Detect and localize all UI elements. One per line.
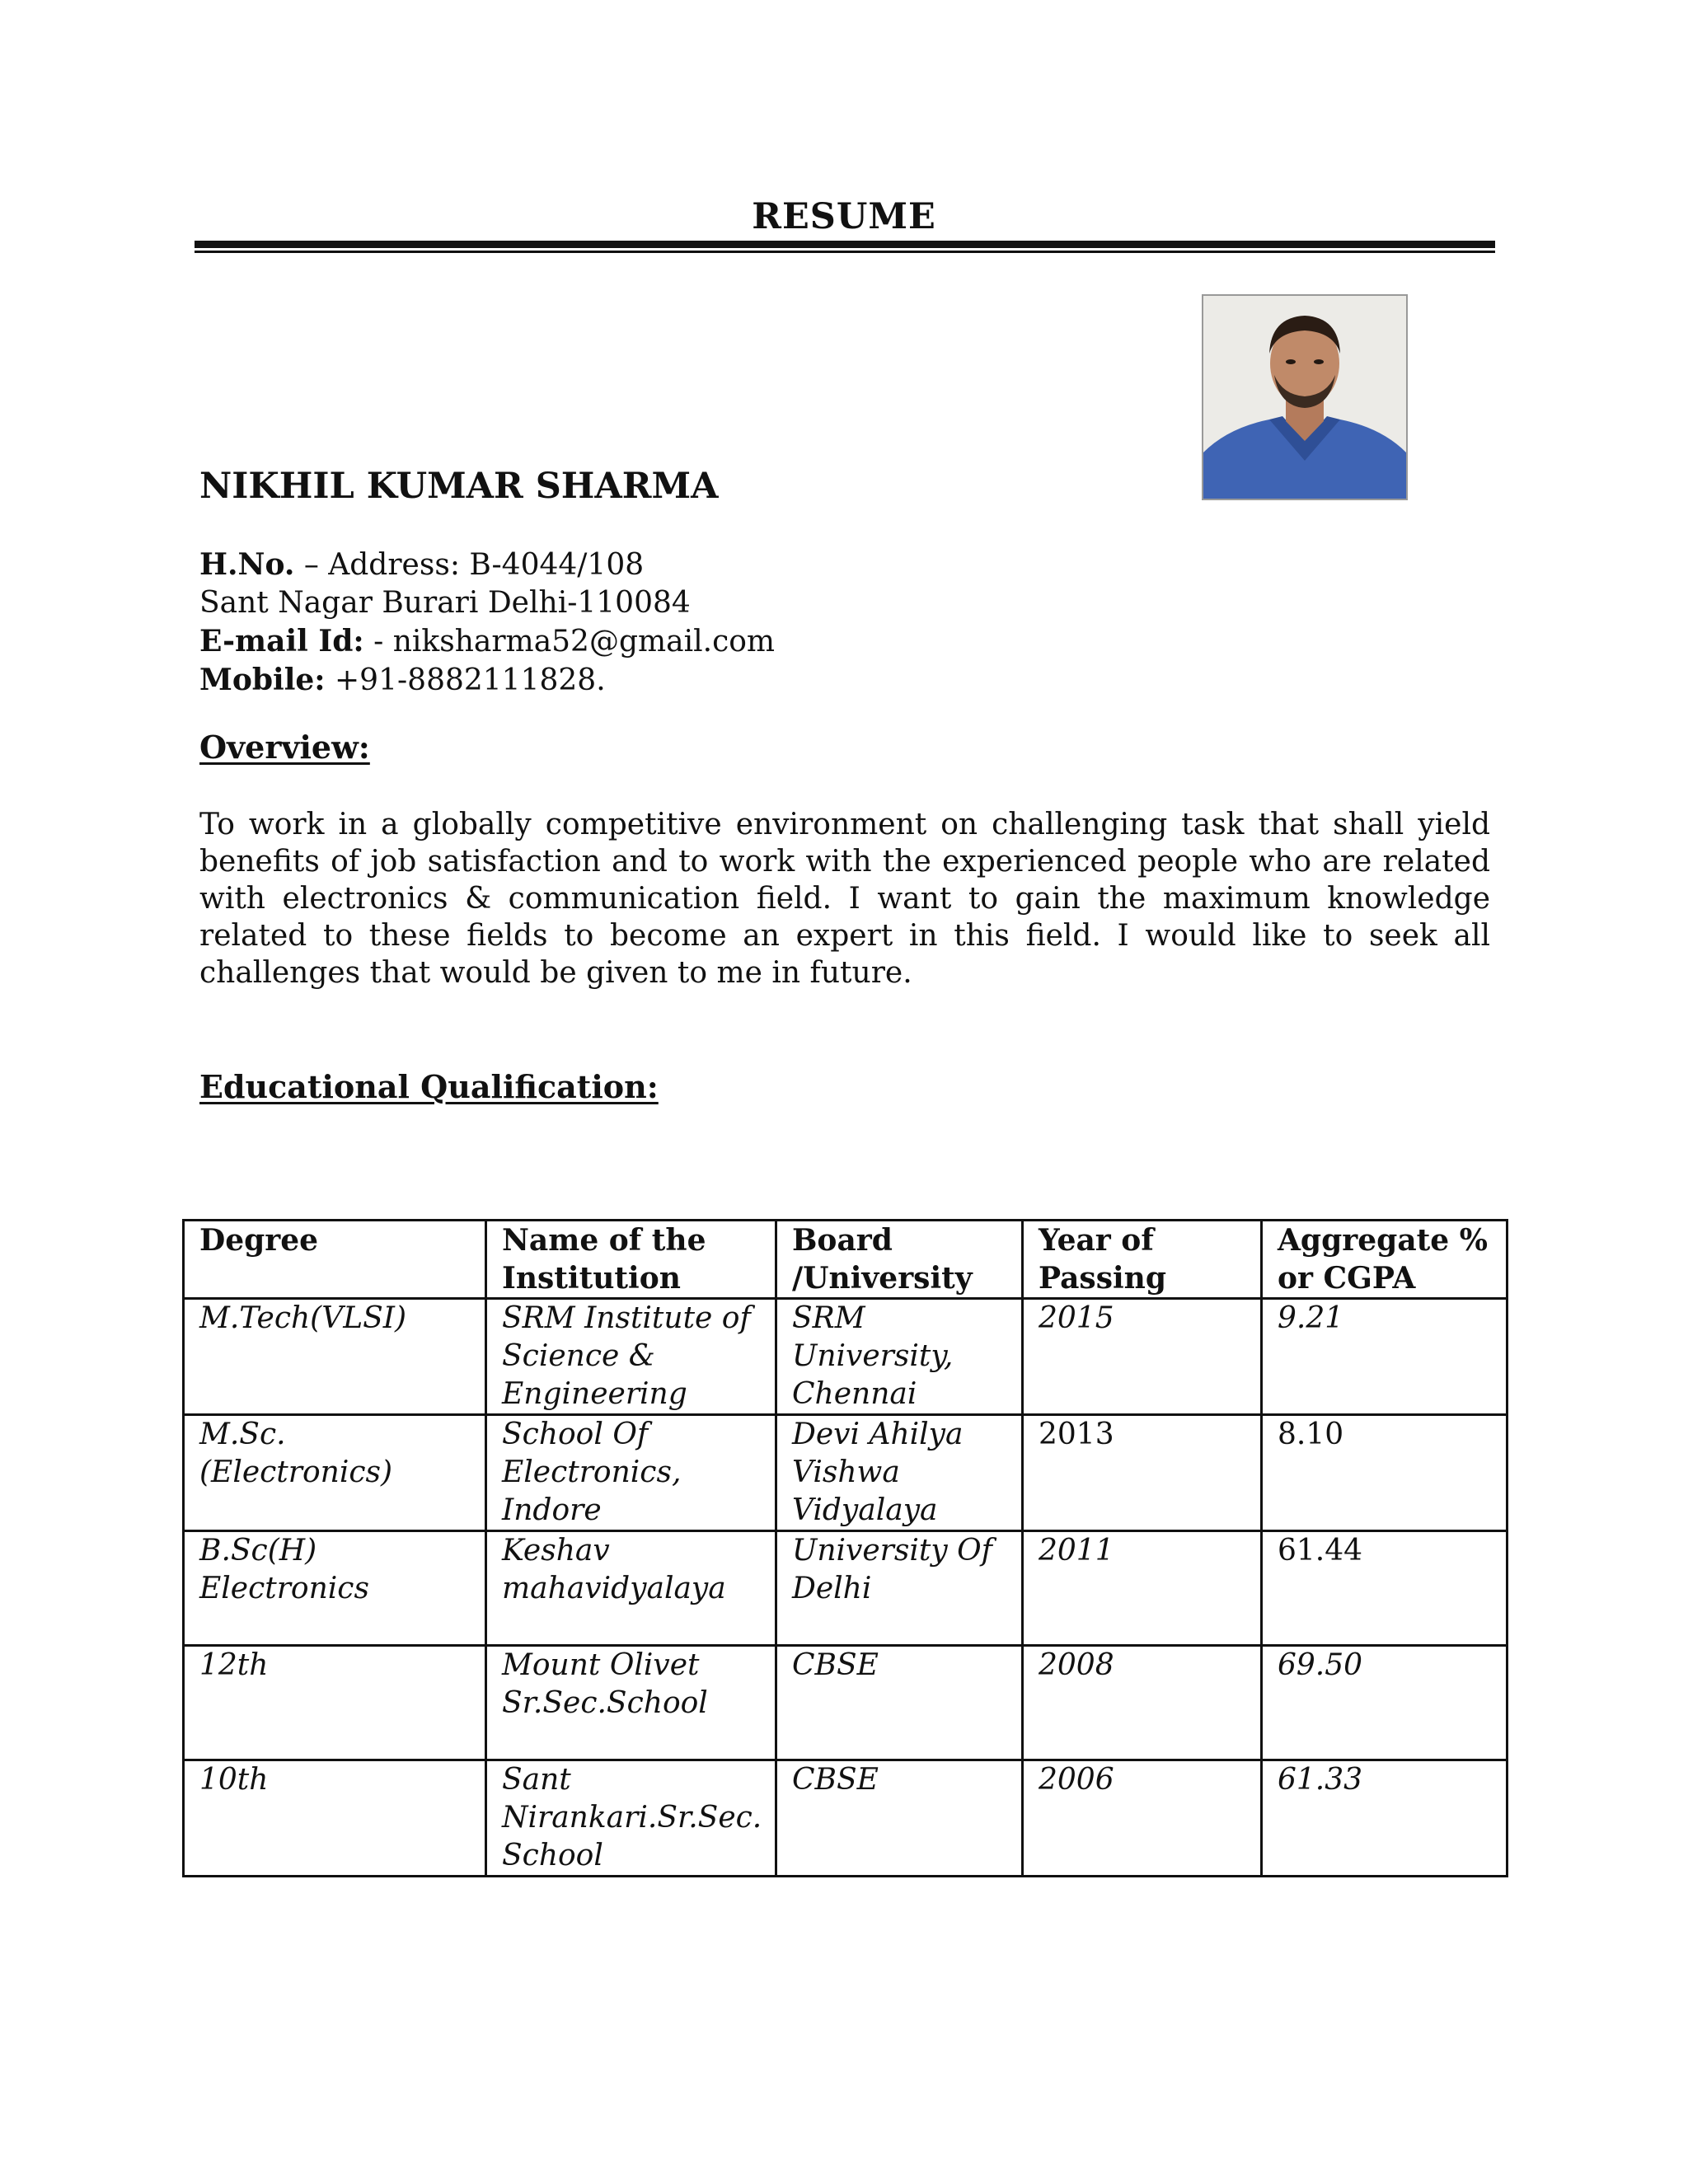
email-line	[199, 622, 775, 661]
table-cell: B.Sc(H) Electronics	[184, 1531, 486, 1646]
mobile-label: Mobile:	[199, 663, 326, 697]
table-cell: 2006	[1023, 1760, 1262, 1877]
column-header: Board /University	[776, 1221, 1023, 1299]
overview-paragraph: To work in a globally competitive environment on challenging task that shall yield benefits of job satisfaction and to work with the experienced people who are related with electronics & communication field. I want to gain the maximum knowledge related to these fields to become an expert in this field. I would like to seek all challenges that would be given to me in future.	[199, 808, 1490, 990]
table-row	[184, 1531, 1507, 1646]
table-cell: Devi Ahilya Vishwa Vidyalaya	[776, 1415, 1023, 1531]
table-cell: 61.33	[1262, 1760, 1507, 1877]
address-line-2: Sant Nagar Burari Delhi-110084	[199, 586, 691, 620]
table-cell: 2013	[1023, 1415, 1262, 1531]
table-cell: M.Sc.(Electronics)	[184, 1415, 486, 1531]
column-header: Year of Passing	[1023, 1221, 1262, 1299]
contact-block	[199, 546, 775, 700]
table-cell: M.Tech(VLSI)	[184, 1299, 486, 1415]
table-cell: 8.10	[1262, 1415, 1507, 1531]
table-cell: CBSE	[776, 1760, 1023, 1877]
table-cell: 61.44	[1262, 1531, 1507, 1646]
document-title: RESUME	[752, 196, 936, 237]
table-cell: 10th	[184, 1760, 486, 1877]
table-cell: Mount Olivet Sr.Sec.School	[486, 1646, 776, 1760]
title-divider-thin	[195, 251, 1495, 253]
education-heading: Educational Qualification:	[199, 1068, 659, 1105]
column-header: Degree	[184, 1221, 486, 1299]
table-row	[184, 1299, 1507, 1415]
table-header-row	[184, 1221, 1507, 1299]
address-line-1	[199, 546, 775, 584]
title-divider-thick	[195, 241, 1495, 248]
education-table	[182, 1219, 1508, 1877]
table-cell: University Of Delhi	[776, 1531, 1023, 1646]
table-cell: 69.50	[1262, 1646, 1507, 1760]
table-cell: 2008	[1023, 1646, 1262, 1760]
table-cell: 2011	[1023, 1531, 1262, 1646]
table-row	[184, 1760, 1507, 1877]
table-cell: Sant Nirankari.Sr.Sec. School	[486, 1760, 776, 1877]
table-cell: 2015	[1023, 1299, 1262, 1415]
email-value: - niksharma52@gmail.com	[363, 625, 776, 658]
column-header: Aggregate % or CGPA	[1262, 1221, 1507, 1299]
table-cell: SRM University, Chennai	[776, 1299, 1023, 1415]
table-cell: 12th	[184, 1646, 486, 1760]
address-value: – Address: B-4044/108	[294, 548, 645, 582]
table-cell: CBSE	[776, 1646, 1023, 1760]
table-cell: SRM Institute of Science & Engineering	[486, 1299, 776, 1415]
table-cell: 9.21	[1262, 1299, 1507, 1415]
candidate-name: NIKHIL KUMAR SHARMA	[199, 466, 719, 507]
overview-heading: Overview:	[199, 729, 370, 766]
table-row	[184, 1646, 1507, 1760]
mobile-line	[199, 661, 775, 700]
profile-photo	[1202, 294, 1408, 500]
table-cell: Keshav mahavidyalaya	[486, 1531, 776, 1646]
table-cell: School Of Electronics, Indore	[486, 1415, 776, 1531]
table-row	[184, 1415, 1507, 1531]
address-label: H.No.	[199, 547, 295, 582]
column-header: Name of the Institution	[486, 1221, 776, 1299]
mobile-value: +91-8882111828.	[325, 663, 606, 697]
email-label: E-mail Id:	[199, 624, 364, 658]
